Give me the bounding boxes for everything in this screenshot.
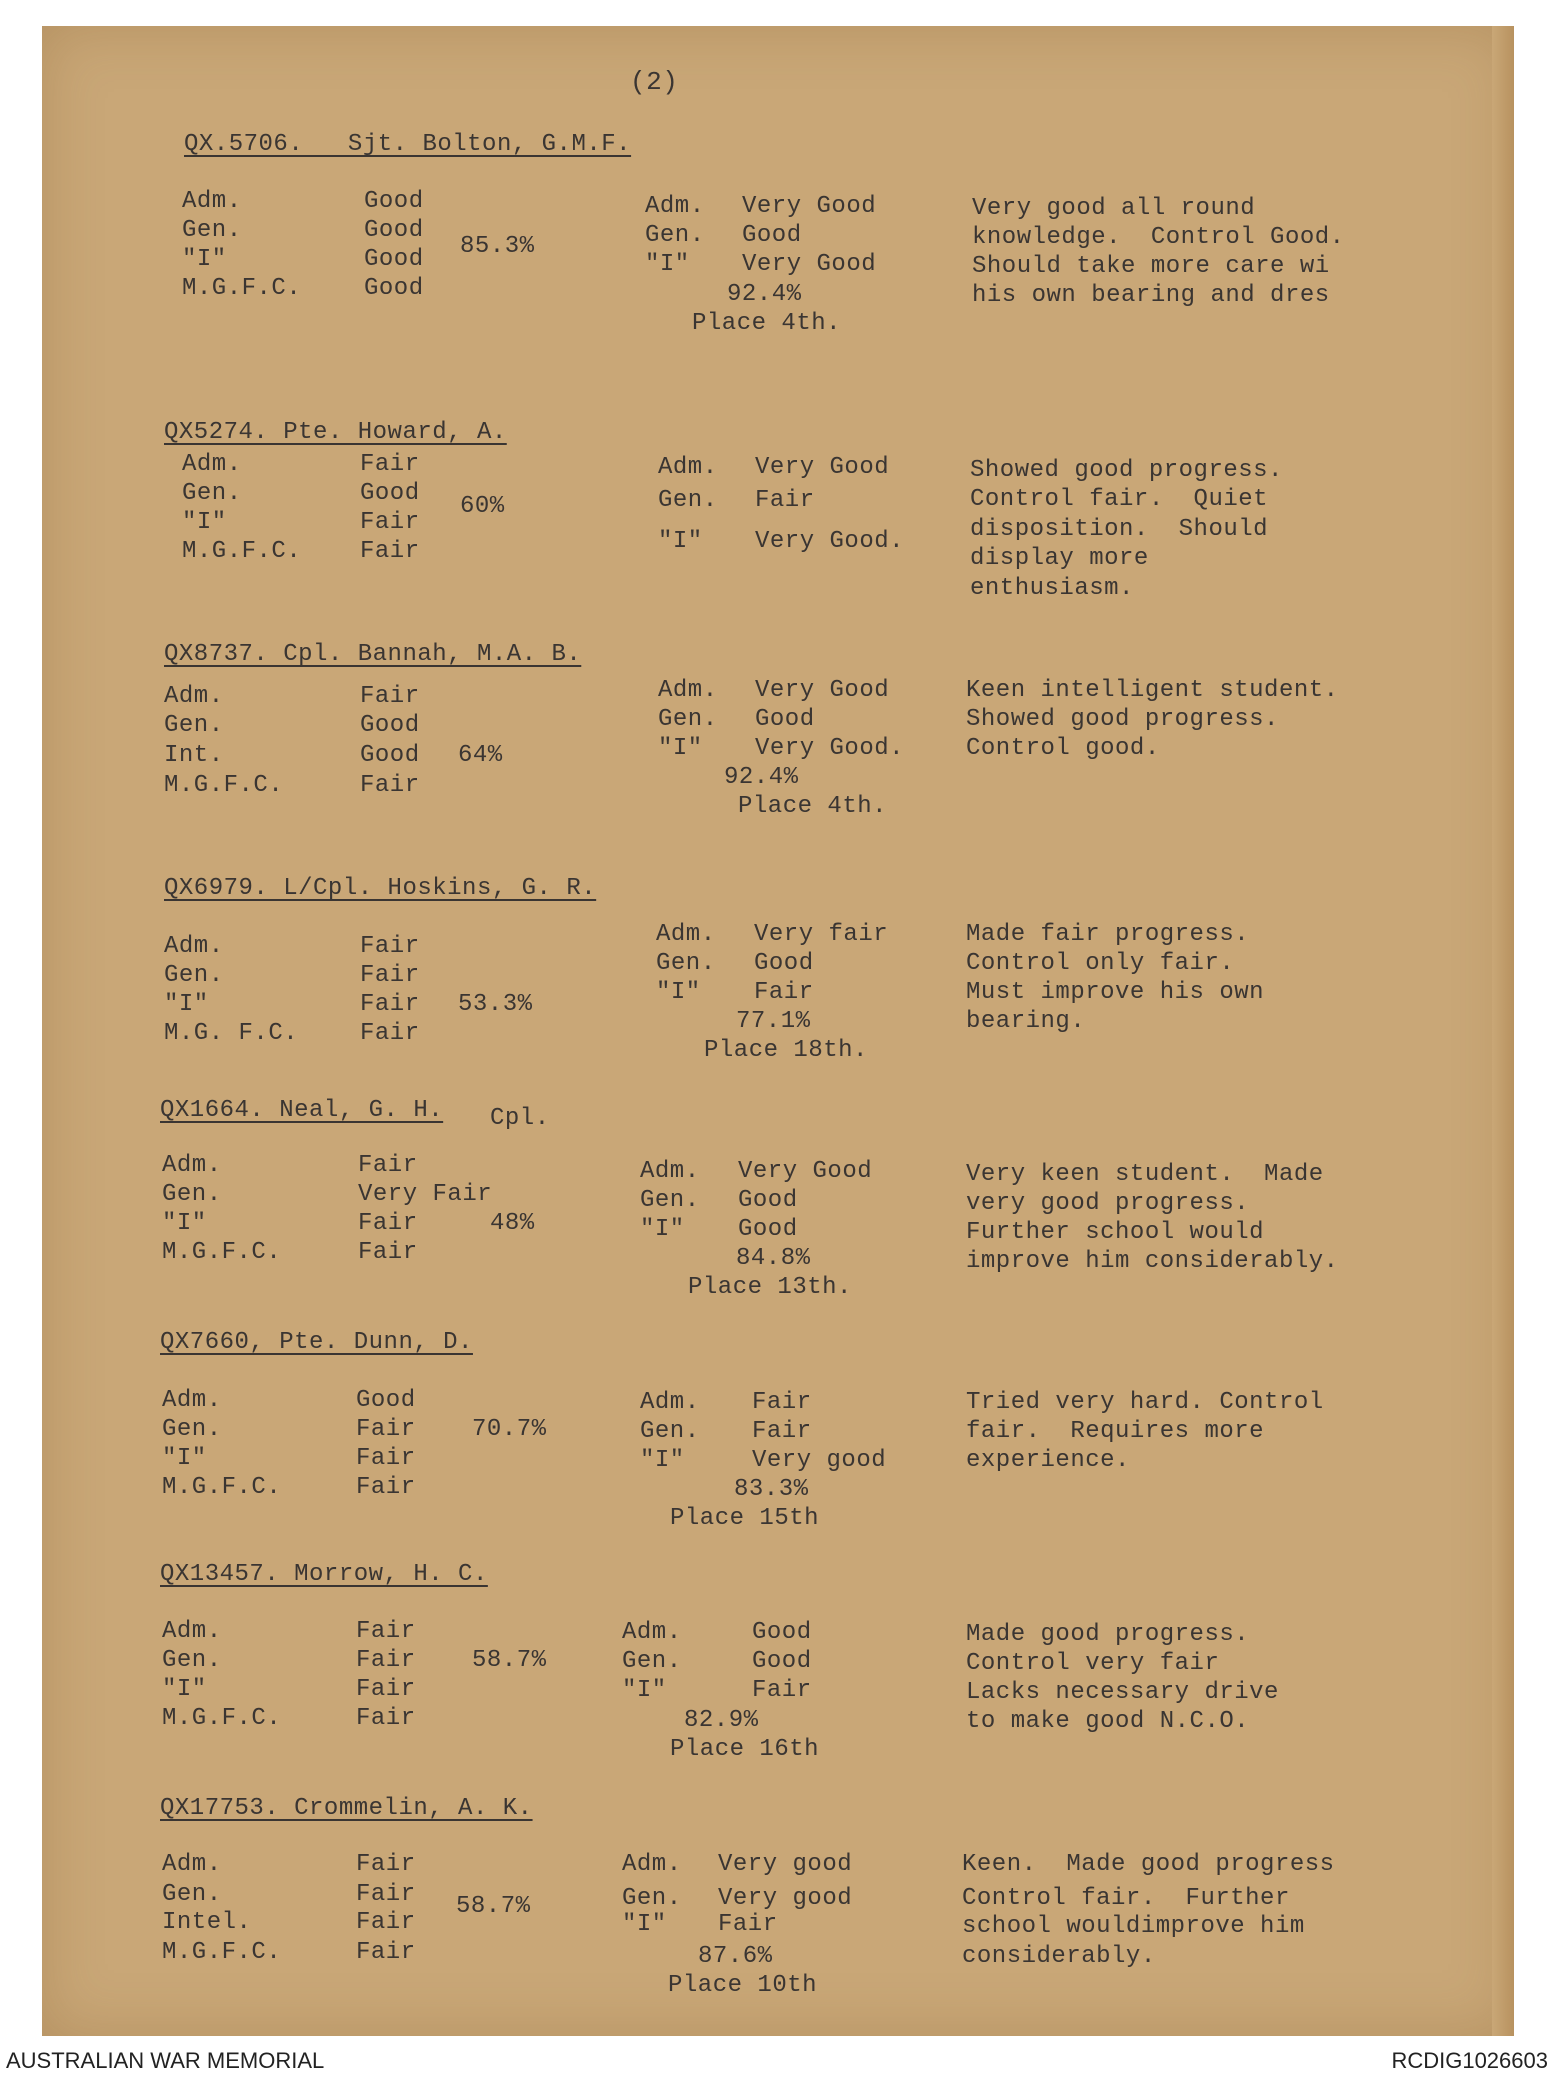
c1-grade: Good: [364, 246, 424, 273]
c2-place: Place 13th.: [688, 1274, 852, 1301]
c1-label: Adm.: [164, 683, 224, 710]
c2-label: Gen.: [656, 950, 716, 977]
c1-label: M.G.F.C.: [164, 772, 284, 799]
c2-label: Gen.: [658, 487, 718, 514]
remark-line: very good progress.: [966, 1190, 1250, 1217]
c1-label: Adm.: [162, 1851, 222, 1878]
c2-grade: Good: [742, 222, 802, 249]
c1-grade: Fair: [358, 1152, 418, 1179]
c1-label: Gen.: [164, 962, 224, 989]
c2-label: Adm.: [622, 1619, 682, 1646]
c1-label: Adm.: [162, 1152, 222, 1179]
c1-label: "I": [182, 246, 227, 273]
remark-line: Control fair. Quiet: [970, 486, 1269, 513]
c2-percent: 92.4%: [727, 281, 802, 308]
c1-label: M.G.F.C.: [162, 1705, 282, 1732]
c1-label: M.G.F.C.: [162, 1239, 282, 1266]
entry-header: QX.5706. Sjt. Bolton, G.M.F.: [184, 131, 632, 158]
c1-percent: 48%: [490, 1210, 535, 1237]
c1-grade: Fair: [360, 509, 420, 536]
remark-line: Lacks necessary drive: [966, 1679, 1279, 1706]
c2-place: Place 15th: [670, 1505, 820, 1532]
c2-grade: Very good: [752, 1447, 887, 1474]
c1-label: "I": [182, 509, 227, 536]
c2-place: Place 16th: [670, 1736, 820, 1763]
remark-line: Must improve his own: [966, 979, 1265, 1006]
c1-label: M.G.F.C.: [182, 538, 302, 565]
entry-header: QX17753. Crommelin, A. K.: [160, 1795, 533, 1822]
remark-line: considerably.: [962, 1943, 1156, 1970]
entry-header: QX7660, Pte. Dunn, D.: [160, 1329, 473, 1356]
c1-grade: Fair: [360, 1020, 420, 1047]
c1-grade: Fair: [360, 683, 420, 710]
remark-line: Keen intelligent student.: [966, 677, 1339, 704]
page-edge: [1492, 26, 1514, 2036]
c2-grade: Good: [738, 1216, 798, 1243]
c1-grade: Fair: [358, 1210, 418, 1237]
c2-grade: Very Good: [755, 454, 890, 481]
c2-grade: Fair: [754, 979, 814, 1006]
c2-grade: Fair: [752, 1389, 812, 1416]
c2-percent: 84.8%: [736, 1245, 811, 1272]
c1-label: M.G. F.C.: [164, 1020, 299, 1047]
c2-place: Place 10th: [668, 1972, 818, 1999]
c2-label: Gen.: [622, 1648, 682, 1675]
remark-line: Control good.: [966, 735, 1160, 762]
remark-line: Showed good progress.: [970, 457, 1283, 484]
c1-percent: 64%: [458, 742, 503, 769]
c1-grade: Fair: [356, 1474, 416, 1501]
c2-label: "I": [658, 735, 703, 762]
entry-header: QX5274. Pte. Howard, A.: [164, 419, 507, 446]
c1-label: "I": [162, 1445, 207, 1472]
c1-grade: Good: [364, 275, 424, 302]
c1-label: Int.: [164, 742, 224, 769]
c1-label: Adm.: [182, 188, 242, 215]
c1-grade: Fair: [356, 1881, 416, 1908]
c1-grade: Very Fair: [358, 1181, 493, 1208]
c2-place: Place 4th.: [738, 793, 888, 820]
c2-grade: Very good: [718, 1851, 853, 1878]
c2-percent: 87.6%: [698, 1943, 773, 1970]
remark-line: enthusiasm.: [970, 575, 1134, 602]
remark-line: experience.: [966, 1447, 1130, 1474]
remark-line: fair. Requires more: [966, 1418, 1265, 1445]
c2-label: "I": [645, 251, 690, 278]
c1-label: M.G.F.C.: [162, 1939, 282, 1966]
c2-grade: Good: [755, 706, 815, 733]
c1-grade: Fair: [360, 933, 420, 960]
remark-line: Further school would: [966, 1219, 1265, 1246]
remark-line: disposition. Should: [970, 516, 1269, 543]
c2-grade: Fair: [755, 487, 815, 514]
c1-label: Adm.: [182, 451, 242, 478]
c2-label: Gen.: [622, 1885, 682, 1912]
c1-label: M.G.F.C.: [182, 275, 302, 302]
c2-percent: 82.9%: [684, 1707, 759, 1734]
remark-line: bearing.: [966, 1008, 1086, 1035]
entry-header: QX1664. Neal, G. H.: [160, 1097, 444, 1124]
c1-grade: Fair: [356, 1909, 416, 1936]
c2-label: Adm.: [656, 921, 716, 948]
c2-place: Place 18th.: [704, 1037, 868, 1064]
c1-label: Gen.: [162, 1181, 222, 1208]
c1-percent: 60%: [460, 493, 505, 520]
remark-line: Control very fair: [966, 1650, 1220, 1677]
c1-grade: Fair: [356, 1676, 416, 1703]
c2-label: Adm.: [645, 193, 705, 220]
c1-grade: Good: [360, 742, 420, 769]
c2-grade: Very Good: [742, 251, 877, 278]
c2-label: Adm.: [658, 454, 718, 481]
remark-line: Control only fair.: [966, 950, 1235, 977]
c1-grade: Fair: [356, 1705, 416, 1732]
c1-grade: Fair: [360, 991, 420, 1018]
c1-label: Adm.: [164, 933, 224, 960]
c1-label: Gen.: [162, 1647, 222, 1674]
remark-line: Tried very hard. Control: [966, 1389, 1324, 1416]
remark-line: to make good N.C.O.: [966, 1708, 1250, 1735]
c2-label: Gen.: [640, 1187, 700, 1214]
c2-percent: 92.4%: [724, 764, 799, 791]
c2-label: Gen.: [645, 222, 705, 249]
remark-line: Showed good progress.: [966, 706, 1279, 733]
c1-grade: Fair: [356, 1445, 416, 1472]
c2-grade: Very Good.: [755, 735, 905, 762]
c2-label: Adm.: [622, 1851, 682, 1878]
c2-label: "I": [656, 979, 701, 1006]
c2-label: "I": [622, 1677, 667, 1704]
c2-grade: Good: [752, 1619, 812, 1646]
c1-percent: 70.7%: [472, 1416, 547, 1443]
remark-line: Should take more care wi: [972, 253, 1330, 280]
c2-label: "I": [640, 1447, 685, 1474]
remark-line: knowledge. Control Good.: [972, 224, 1345, 251]
remark-line: his own bearing and dres: [972, 282, 1330, 309]
c1-label: M.G.F.C.: [162, 1474, 282, 1501]
footer-record-id: RCDIG1026603: [1391, 2048, 1548, 2073]
remark-line: Control fair. Further: [962, 1885, 1290, 1912]
remark-line: Very keen student. Made: [966, 1161, 1324, 1188]
c1-grade: Fair: [356, 1851, 416, 1878]
c2-percent: 77.1%: [736, 1008, 811, 1035]
entry-header: QX6979. L/Cpl. Hoskins, G. R.: [164, 875, 597, 902]
footer-bar: [0, 2036, 1558, 2082]
footer-institution: AUSTRALIAN WAR MEMORIAL: [6, 2048, 325, 2073]
c1-label: Gen.: [182, 217, 242, 244]
c2-label: "I": [640, 1216, 685, 1243]
c1-label: Intel.: [162, 1909, 252, 1936]
c2-grade: Fair: [752, 1677, 812, 1704]
c2-grade: Good: [738, 1187, 798, 1214]
c1-grade: Fair: [360, 772, 420, 799]
c1-grade: Fair: [360, 451, 420, 478]
c1-label: "I": [162, 1676, 207, 1703]
c1-grade: Fair: [356, 1618, 416, 1645]
c1-label: Gen.: [162, 1416, 222, 1443]
c1-label: "I": [162, 1210, 207, 1237]
c2-percent: 83.3%: [734, 1476, 809, 1503]
c1-grade: Good: [356, 1387, 416, 1414]
entry-header: QX8737. Cpl. Bannah, M.A. B.: [164, 641, 582, 668]
c1-label: Gen.: [162, 1881, 222, 1908]
rank-note: Cpl.: [490, 1105, 550, 1132]
c1-grade: Fair: [356, 1647, 416, 1674]
c2-label: Adm.: [658, 677, 718, 704]
c2-place: Place 4th.: [692, 310, 842, 337]
remark-line: improve him considerably.: [966, 1248, 1339, 1275]
entry-header: QX13457. Morrow, H. C.: [160, 1561, 488, 1588]
c2-grade: Very Good: [755, 677, 890, 704]
c1-grade: Fair: [360, 962, 420, 989]
c1-percent: 58.7%: [456, 1893, 531, 1920]
c1-label: Adm.: [162, 1618, 222, 1645]
c1-label: Gen.: [182, 480, 242, 507]
c1-grade: Good: [360, 712, 420, 739]
c2-grade: Very Good: [742, 193, 877, 220]
remark-line: Made good progress.: [966, 1621, 1250, 1648]
c2-grade: Very good: [718, 1885, 853, 1912]
c2-grade: Very fair: [754, 921, 889, 948]
c1-label: "I": [164, 991, 209, 1018]
c2-grade: Fair: [718, 1911, 778, 1938]
page-number: (2): [630, 67, 679, 97]
c2-grade: Very Good: [738, 1158, 873, 1185]
c1-grade: Fair: [358, 1239, 418, 1266]
c1-percent: 58.7%: [472, 1647, 547, 1674]
c1-grade: Good: [360, 480, 420, 507]
c2-grade: Good: [752, 1648, 812, 1675]
c1-grade: Fair: [360, 538, 420, 565]
c1-grade: Good: [364, 188, 424, 215]
c2-label: Gen.: [658, 706, 718, 733]
c2-label: Gen.: [640, 1418, 700, 1445]
c2-label: Adm.: [640, 1389, 700, 1416]
c1-grade: Fair: [356, 1939, 416, 1966]
c1-grade: Fair: [356, 1416, 416, 1443]
c1-percent: 85.3%: [460, 233, 535, 260]
c1-grade: Good: [364, 217, 424, 244]
remark-line: school wouldimprove him: [962, 1913, 1305, 1940]
c2-grade: Good: [754, 950, 814, 977]
remark-line: Keen. Made good progress: [962, 1851, 1335, 1878]
remark-line: display more: [970, 545, 1149, 572]
c2-label: "I": [658, 528, 703, 555]
c2-grade: Fair: [752, 1418, 812, 1445]
c2-label: Adm.: [640, 1158, 700, 1185]
c2-grade: Very Good.: [755, 528, 905, 555]
c1-label: Adm.: [162, 1387, 222, 1414]
remark-line: Made fair progress.: [966, 921, 1250, 948]
c1-label: Gen.: [164, 712, 224, 739]
c1-percent: 53.3%: [458, 991, 533, 1018]
remark-line: Very good all round: [972, 195, 1256, 222]
c2-label: "I": [622, 1911, 667, 1938]
